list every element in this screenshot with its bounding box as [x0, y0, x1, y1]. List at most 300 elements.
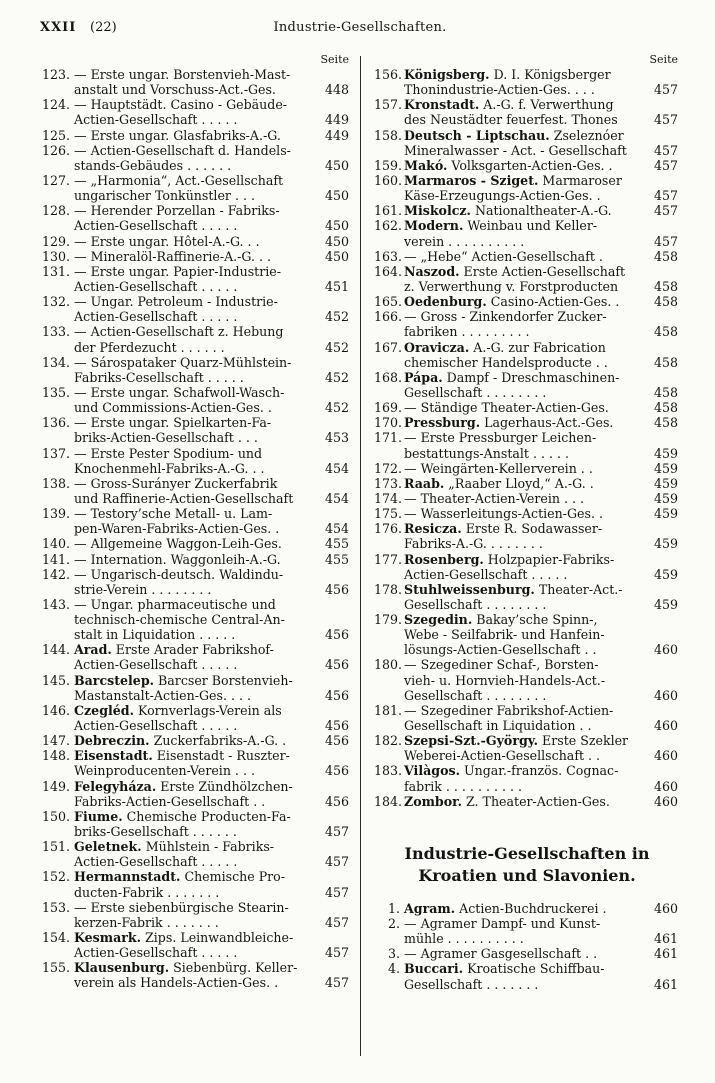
index-entry [38, 385, 351, 415]
entry-text: Thonindustrie-Actien-Ges. . . . [404, 82, 595, 98]
entry-number: 129. [41, 233, 70, 249]
kroatien-entry-list [374, 901, 680, 992]
entry-text: — Ständige Theater-Actien-Ges. [404, 400, 609, 416]
entry-text: — Ungar. pharmaceutische und [74, 596, 276, 612]
index-entry [374, 612, 680, 657]
entry-number: 141. [41, 551, 70, 567]
entry-text: stalt in Liquidation . . . . . [74, 627, 236, 643]
right-column-label: Seite [649, 53, 678, 66]
entry-place: Agram. [404, 900, 456, 916]
index-entry [374, 552, 680, 582]
entry-line [38, 112, 351, 127]
entry-text: Weinbau und Keller- [467, 218, 598, 234]
entry-text: — Erste ungar. Borstenvieh-Mast- [74, 67, 291, 82]
index-entry [38, 779, 351, 809]
entry-text: Gesellschaft in Liquidation . . [404, 718, 592, 734]
entry-line [38, 536, 351, 551]
index-entry [374, 264, 680, 294]
entry-line [374, 446, 680, 461]
index-entry [38, 506, 351, 536]
index-entry [38, 415, 351, 445]
entry-line [38, 309, 351, 324]
entry-line [38, 642, 351, 657]
entry-line [38, 627, 351, 642]
entry-line [374, 218, 680, 233]
entry-line [38, 975, 351, 990]
entry-page: 458 [653, 415, 678, 431]
entry-line [374, 249, 680, 264]
entry-place: Szegedin. [404, 612, 473, 628]
entry-place: Pressburg. [404, 415, 481, 431]
entry-number: 123. [41, 67, 70, 82]
index-entry [374, 794, 680, 809]
entry-text: — Ungar. Petroleum - Industrie- [74, 294, 278, 310]
entry-line [38, 340, 351, 355]
entry-text: des Neustädter feuerfest. Thones [404, 112, 618, 128]
entry-line [374, 491, 680, 506]
entry-page: 450 [324, 157, 349, 173]
entry-text: Kornverlags-Verein als [138, 702, 282, 718]
entry-text: Actien-Buchdruckerei . [459, 900, 607, 916]
entry-line [374, 961, 680, 976]
index-entry [374, 340, 680, 370]
entry-page: 457 [653, 82, 678, 98]
entry-place: Debreczin. [74, 733, 150, 749]
entry-line [38, 552, 351, 567]
entry-number: 158. [374, 127, 403, 143]
entry-number: 128. [41, 203, 70, 219]
index-entry [374, 249, 680, 264]
entry-number: 162. [374, 218, 403, 234]
entry-line [38, 158, 351, 173]
entry-page: 456 [324, 657, 349, 673]
entry-number: 177. [374, 551, 403, 567]
entry-text: Marmaroser [542, 172, 622, 188]
entry-line [38, 234, 351, 249]
entry-line [38, 567, 351, 582]
entry-text: verein als Handels-Actien-Ges. . [74, 975, 279, 991]
entry-place: Miskolcz. [404, 203, 471, 219]
entry-text: stands-Gebäudes . . . . . . [74, 157, 232, 173]
entry-page: 457 [653, 233, 678, 249]
entry-page: 459 [653, 536, 678, 552]
entry-page: 459 [653, 460, 678, 476]
entry-page: 458 [653, 278, 678, 294]
entry-line [38, 869, 351, 884]
entry-place: Barcstelep. [74, 672, 155, 688]
entry-line [38, 885, 351, 900]
entry-text: chemischer Handelsproducte . . [404, 354, 608, 370]
entry-line [374, 112, 680, 127]
entry-line [374, 279, 680, 294]
entry-line [374, 143, 680, 158]
entry-line [38, 824, 351, 839]
entry-text: — „Hebe“ Actien-Gesellschaft . [404, 248, 603, 264]
entry-line [38, 612, 351, 627]
entry-line [38, 733, 351, 748]
entry-page: 457 [653, 203, 678, 219]
entry-page: 456 [324, 763, 349, 779]
entry-line [374, 173, 680, 188]
left-entry-list [38, 67, 351, 991]
entry-number: 130. [41, 248, 70, 264]
entry-line [374, 946, 680, 961]
entry-place: Oravicza. [404, 339, 470, 355]
entry-page: 457 [653, 142, 678, 158]
entry-page: 456 [324, 718, 349, 734]
entry-place: Klausenburg. [74, 960, 170, 976]
entry-text: — Theater-Actien-Verein . . . [404, 490, 585, 506]
entry-line [374, 82, 680, 97]
entry-line [38, 430, 351, 445]
entry-place: Modern. [404, 218, 464, 234]
entry-text: bestattungs-Anstalt . . . . . [404, 445, 570, 461]
entry-place: Königsberg. [404, 67, 490, 82]
entry-page: 460 [653, 778, 678, 794]
entry-line [38, 930, 351, 945]
entry-text: ducten-Fabrik . . . . . . . [74, 884, 220, 900]
entry-line [38, 657, 351, 672]
index-entry [374, 128, 680, 158]
entry-text: Zuckerfabriks-A.-G. . [153, 733, 287, 749]
entry-text: Volksgarten-Actien-Ges. . [451, 157, 613, 173]
entry-number: 173. [374, 475, 403, 491]
entry-page: 454 [324, 490, 349, 506]
entry-line [374, 703, 680, 718]
index-entry [38, 203, 351, 233]
entry-number: 167. [374, 339, 403, 355]
index-entry [38, 67, 351, 97]
entry-line [374, 324, 680, 339]
entry-line [374, 370, 680, 385]
entry-page: 456 [324, 581, 349, 597]
entry-place: Kronstadt. [404, 97, 480, 113]
entry-place: Hermannstadt. [74, 869, 181, 885]
entry-line [38, 718, 351, 733]
entry-page: 457 [324, 975, 349, 991]
entry-text: — Szegediner Schaf-, Borsten- [404, 657, 599, 673]
entry-text: briks-Gesellschaft . . . . . . [74, 824, 237, 840]
entry-page: 460 [653, 718, 678, 734]
index-entry [38, 642, 351, 672]
entry-number: 151. [41, 839, 70, 855]
entry-line [374, 203, 680, 218]
index-entry [374, 657, 680, 702]
entry-place: Deutsch - Liptschau. [404, 127, 550, 143]
entry-line [374, 977, 680, 992]
entry-number: 134. [41, 354, 70, 370]
entry-text: technisch-chemische Central-An- [74, 612, 285, 628]
entry-number: 176. [374, 521, 403, 537]
entry-page: 457 [653, 188, 678, 204]
index-entry [38, 294, 351, 324]
page-header [40, 20, 680, 40]
entry-number: 150. [41, 808, 70, 824]
entry-text: Actien-Gesellschaft . . . . . [74, 218, 238, 234]
entry-text: Chemische Producten-Fa- [126, 808, 291, 824]
entry-place: Marmaros - Sziget. [404, 172, 539, 188]
entry-place: Makó. [404, 157, 448, 173]
entry-line [374, 597, 680, 612]
entry-text: — Hauptstädt. Casino - Gebäude- [74, 97, 288, 113]
entry-text: Holzpapier-Fabriks- [487, 551, 615, 567]
entry-number: 142. [41, 566, 70, 582]
entry-line [38, 355, 351, 370]
entry-text: Dampf - Dreschmaschinen- [446, 369, 620, 385]
entry-text: — Agramer Dampf- und Kunst- [404, 916, 601, 932]
entry-text: z. Verwerthung v. Forstproducten [404, 278, 619, 294]
entry-page: 459 [653, 490, 678, 506]
index-entry [374, 400, 680, 415]
entry-line [38, 763, 351, 778]
index-entry [374, 946, 680, 961]
entry-line [38, 915, 351, 930]
index-entry [374, 158, 680, 173]
entry-text: Lagerhaus-Act.-Ges. [484, 415, 614, 431]
entry-text: Fabriks-A.-G. . . . . . . . [404, 536, 543, 552]
index-entry [374, 901, 680, 916]
entry-line [374, 779, 680, 794]
index-entry [374, 733, 680, 763]
entry-page: 460 [653, 793, 678, 809]
entry-place: Raab. [404, 475, 445, 491]
entry-text: Erste Zündhölzchen- [160, 778, 293, 794]
entry-line [374, 718, 680, 733]
entry-text: — Erste ungar. Hôtel-A.-G. . . [74, 233, 260, 249]
entry-place: Czegléd. [74, 702, 134, 718]
index-entry [374, 430, 680, 460]
entry-number: 161. [374, 203, 403, 219]
entry-line [374, 552, 680, 567]
entry-number: 159. [374, 157, 403, 173]
index-entry [374, 67, 680, 97]
right-entry-list [374, 67, 680, 809]
entry-place: Arad. [74, 642, 112, 658]
entry-number: 178. [374, 581, 403, 597]
entry-line [374, 506, 680, 521]
entry-line [374, 582, 680, 597]
entry-line [374, 400, 680, 415]
entry-page: 460 [653, 748, 678, 764]
entry-number: 168. [374, 369, 403, 385]
entry-text: — Internation. Waggonleih-A.-G. [74, 551, 281, 567]
index-entry [38, 536, 351, 551]
entry-line [38, 294, 351, 309]
entry-text: Gesellschaft . . . . . . . . [404, 687, 547, 703]
entry-line [38, 218, 351, 233]
entry-line [374, 748, 680, 763]
entry-page: 458 [653, 294, 678, 310]
entry-text: — Erste Pressburger Leichen- [404, 430, 597, 446]
entry-place: Buccari. [404, 961, 464, 977]
entry-text: Actien-Gesellschaft . . . . . [74, 309, 238, 325]
entry-line [38, 688, 351, 703]
index-entry [38, 673, 351, 703]
entry-number: 179. [374, 612, 403, 628]
entry-text: Chemische Pro- [184, 869, 286, 885]
index-entry [38, 143, 351, 173]
entry-line [38, 67, 351, 82]
entry-page: 456 [324, 627, 349, 643]
entry-text: Weberei-Actien-Gesellschaft . . [404, 748, 601, 764]
entry-line [38, 491, 351, 506]
entry-line [38, 461, 351, 476]
index-entry [38, 960, 351, 990]
entry-number: 152. [41, 869, 70, 885]
entry-line [38, 839, 351, 854]
entry-place: Fiume. [74, 808, 123, 824]
entry-page: 457 [324, 884, 349, 900]
entry-page: 457 [324, 945, 349, 961]
entry-text: Mastanstalt-Actien-Ges. . . . [74, 687, 251, 703]
entry-text: Siebenbürg. Keller- [173, 960, 298, 976]
entry-line [374, 931, 680, 946]
entry-number: 180. [374, 657, 403, 673]
entry-line [38, 945, 351, 960]
entry-page: 457 [324, 914, 349, 930]
entry-number: 148. [41, 748, 70, 764]
entry-number: 157. [374, 97, 403, 113]
entry-text: Actien-Gesellschaft . . . . . [74, 945, 238, 961]
entry-page: 459 [653, 475, 678, 491]
right-column [374, 52, 680, 992]
entry-text: Zips. Leinwandbleiche- [145, 930, 294, 946]
entry-text: Bakay’sche Spinn-, [476, 612, 598, 628]
entry-line [38, 476, 351, 491]
entry-line [38, 203, 351, 218]
entry-text: — Herender Porzellan - Fabriks- [74, 203, 280, 219]
entry-line [374, 158, 680, 173]
entry-text: Actien-Gesellschaft . . . . . [404, 566, 568, 582]
entry-number: 156. [374, 67, 403, 82]
entry-page: 458 [653, 248, 678, 264]
index-entry [38, 552, 351, 567]
index-entry [38, 446, 351, 476]
entry-line [38, 82, 351, 97]
section-heading-line: Industrie-Gesellschaften in [404, 843, 650, 863]
entry-page: 450 [324, 248, 349, 264]
entry-line [38, 703, 351, 718]
entry-page: 455 [324, 551, 349, 567]
entry-text: vieh- u. Hornvieh-Handels-Act.- [404, 672, 606, 688]
entry-text: Actien-Gesellschaft . . . . . [74, 718, 238, 734]
entry-line [374, 97, 680, 112]
entry-page: 450 [324, 218, 349, 234]
entry-page: 455 [324, 536, 349, 552]
index-entry [374, 961, 680, 991]
index-entry [374, 218, 680, 248]
entry-text: mühle . . . . . . . . . . [404, 931, 524, 947]
entry-line [374, 294, 680, 309]
entry-text: Actien-Gesellschaft . . . . . [74, 854, 238, 870]
entry-number: 1. [387, 900, 400, 916]
entry-text: Mühlstein - Fabriks- [145, 839, 275, 855]
entry-text: Eisenstadt - Ruszter- [156, 748, 290, 764]
entry-text: anstalt und Vorschuss-Act.-Ges. [74, 82, 276, 98]
index-entry [38, 748, 351, 778]
entry-text: Ungar.-französ. Cognac- [463, 763, 619, 779]
entry-line [374, 733, 680, 748]
entry-line [374, 567, 680, 582]
entry-text: — Erste Pester Spodium- und [74, 445, 263, 461]
entry-place: Kesmark. [74, 930, 142, 946]
entry-number: 4. [387, 961, 400, 977]
entry-page: 461 [653, 946, 678, 962]
entry-number: 139. [41, 506, 70, 522]
index-entry [38, 355, 351, 385]
entry-number: 182. [374, 733, 403, 749]
entry-text: der Pferdezucht . . . . . . [74, 339, 225, 355]
entry-place: Felegyháza. [74, 778, 157, 794]
entry-number: 183. [374, 763, 403, 779]
entry-page: 450 [324, 233, 349, 249]
entry-number: 184. [374, 793, 403, 809]
entry-place: Rosenberg. [404, 551, 484, 567]
entry-page: 449 [324, 112, 349, 128]
entry-line [374, 521, 680, 536]
index-entry [38, 703, 351, 733]
entry-page: 452 [324, 369, 349, 385]
entry-text: kerzen-Fabrik . . . . . . . [74, 914, 219, 930]
index-entry [38, 597, 351, 642]
entry-place: Stuhlweissenburg. [404, 581, 535, 597]
entry-line [38, 128, 351, 143]
index-entry [374, 461, 680, 476]
entry-line [374, 688, 680, 703]
entry-text: Erste Arader Fabrikshof- [115, 642, 274, 658]
left-column [38, 52, 351, 991]
entry-page: 452 [324, 339, 349, 355]
entry-number: 165. [374, 294, 403, 310]
entry-place: Eisenstadt. [74, 748, 153, 764]
entry-place: Naszod. [404, 263, 460, 279]
entry-page: 459 [653, 506, 678, 522]
index-entry [374, 97, 680, 127]
entry-number: 149. [41, 778, 70, 794]
entry-line [38, 173, 351, 188]
entry-number: 171. [374, 430, 403, 446]
entry-text: Casino-Actien-Ges. . [490, 294, 620, 310]
entry-number: 153. [41, 899, 70, 915]
entry-text: — Sárospataker Quarz-Mühlstein- [74, 354, 292, 370]
entry-number: 138. [41, 475, 70, 491]
index-entry [38, 128, 351, 143]
entry-text: Theater-Act.- [538, 581, 623, 597]
entry-line [374, 264, 680, 279]
index-entry [374, 506, 680, 521]
entry-number: 133. [41, 324, 70, 340]
page-number: (22) [90, 20, 117, 35]
entry-page: 448 [324, 82, 349, 98]
entry-line [38, 415, 351, 430]
entry-number: 140. [41, 536, 70, 552]
entry-line [38, 446, 351, 461]
index-entry [38, 476, 351, 506]
entry-number: 144. [41, 642, 70, 658]
entry-line [374, 415, 680, 430]
entry-number: 155. [41, 960, 70, 976]
entry-line [374, 763, 680, 778]
entry-number: 127. [41, 172, 70, 188]
entry-number: 170. [374, 415, 403, 431]
entry-line [374, 340, 680, 355]
index-entry [374, 763, 680, 793]
entry-line [374, 476, 680, 491]
entry-number: 2. [387, 916, 400, 932]
entry-page: 458 [653, 384, 678, 400]
entry-number: 3. [387, 946, 400, 962]
entry-line [374, 128, 680, 143]
